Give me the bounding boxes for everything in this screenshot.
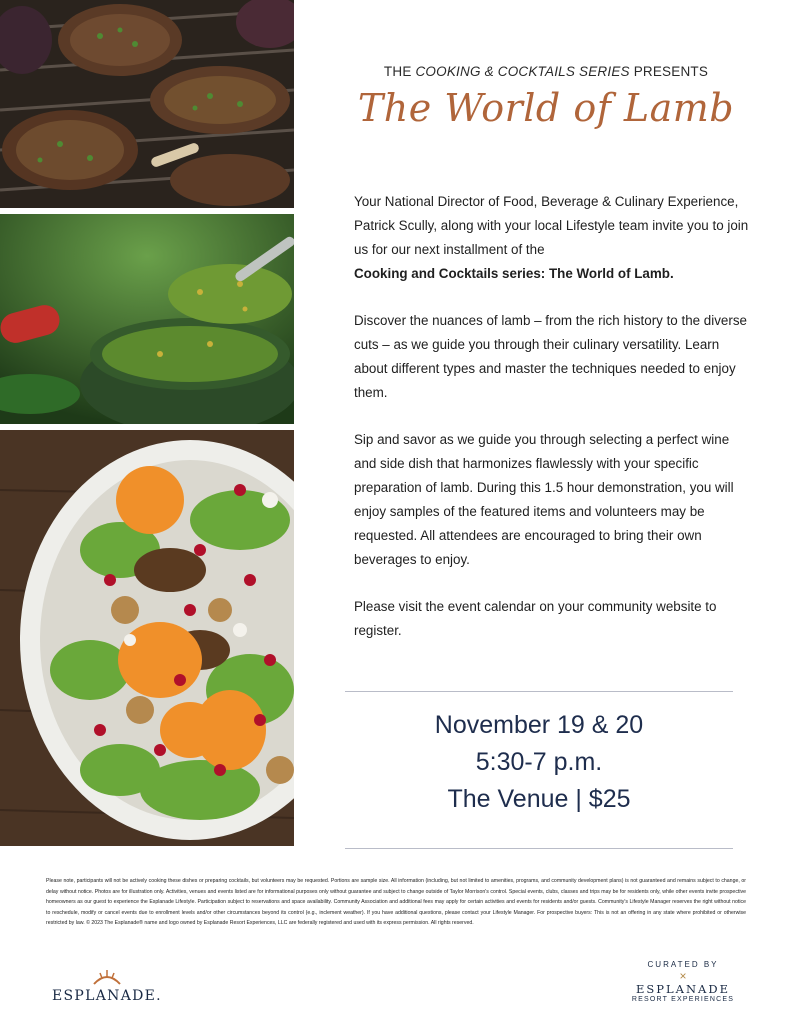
herb-sauce-photo: [0, 214, 294, 424]
series-heading: [330, 64, 762, 79]
discover-paragraph: Discover the nuances of lamb – from the rich history to the diverse cuts – as we guide you through their culinary versatility. Learn about different types and master the techniques needed to enjoy them.: [354, 313, 747, 400]
curated-by-text: CURATED BY: [647, 960, 719, 969]
cross-mark-icon: ×: [679, 969, 687, 983]
sunrise-logo-icon: [90, 968, 124, 986]
series-name: COOKING & COCKTAILS SERIES: [415, 64, 630, 79]
event-title: The World of Lamb: [357, 86, 735, 130]
divider-top: [345, 691, 733, 692]
event-description: [354, 190, 754, 666]
legal-disclaimer: Please note, participants will not be actively cooking these dishes or preparing cocktails, but volunteers may be requested. Portions are sample size. All information (including, but not limited to amenities, programs, and community development plans) is not guaranteed and remains subject to change, or delay without notice. Photos are for illustration only. Activities, venues and events listed are for informational purposes only without guarantee and subject to change outside of Taylor Morrison's control. Special events, clubs, classes and trips may be for residents only, while other events invite prospective homeowners as our guest to experience the Esplanade Lifestyle. Participation subject to reservations and space availability. Community Association and additional fees may apply for certain activities and events for residents and/or guests. Community's Lifestyle Manager reserves the right without notice to reschedule, modify or cancel events due to enrollment levels and/or other circumstances beyond its control (e.g., inclement weather). If you have additional questions, please contact your Lifestyle Manager. For prospective buyers: This is not an offering in any state where prohibited or otherwise restricted by law. © 2023 The Esplanade® name and logo owned by Esplanade Resort Experiences, LLC are federally registered and used with its express permission. All rights reserved.: [46, 878, 746, 927]
event-time: 5:30-7 p.m.: [475, 748, 603, 776]
grilled-lamb-photo: [0, 0, 294, 208]
series-prefix: THE: [383, 64, 412, 79]
esplanade-logo: [52, 968, 162, 1004]
intro-bold-text: Cooking and Cocktails series: The World of Lamb.: [354, 266, 674, 281]
esplanade-wordmark: ESPLANADE.: [52, 988, 162, 1004]
persimmon-salad-photo: [0, 430, 294, 846]
resort-subtitle: RESORT EXPERIENCES: [631, 996, 735, 1003]
resort-wordmark: ESPLANADE: [636, 982, 730, 996]
intro-text: Your National Director of Food, Beverage & Culinary Experience, Patrick Scully, along with your local Lifestyle team invite you to join us for our next installment of the: [354, 194, 749, 257]
event-venue-price: The Venue | $25: [447, 785, 631, 813]
intro-paragraph: [354, 190, 754, 286]
event-details: [345, 707, 733, 818]
event-dates: November 19 & 20: [434, 711, 644, 739]
series-suffix: PRESENTS: [633, 64, 709, 79]
register-paragraph: Please visit the event calendar on your community website to register.: [354, 599, 717, 638]
divider-bottom: [345, 848, 733, 849]
esplanade-resort-logo: [628, 960, 738, 1012]
sip-savor-paragraph: Sip and savor as we guide you through selecting a perfect wine and side dish that harmonizes flawlessly with your specific preparation of lamb. During this 1.5 hour demonstration, you will enjoy samples of the featured items and volunteers may be requested. All attendees are encouraged to bring their own beverages to enjoy.: [354, 432, 734, 567]
